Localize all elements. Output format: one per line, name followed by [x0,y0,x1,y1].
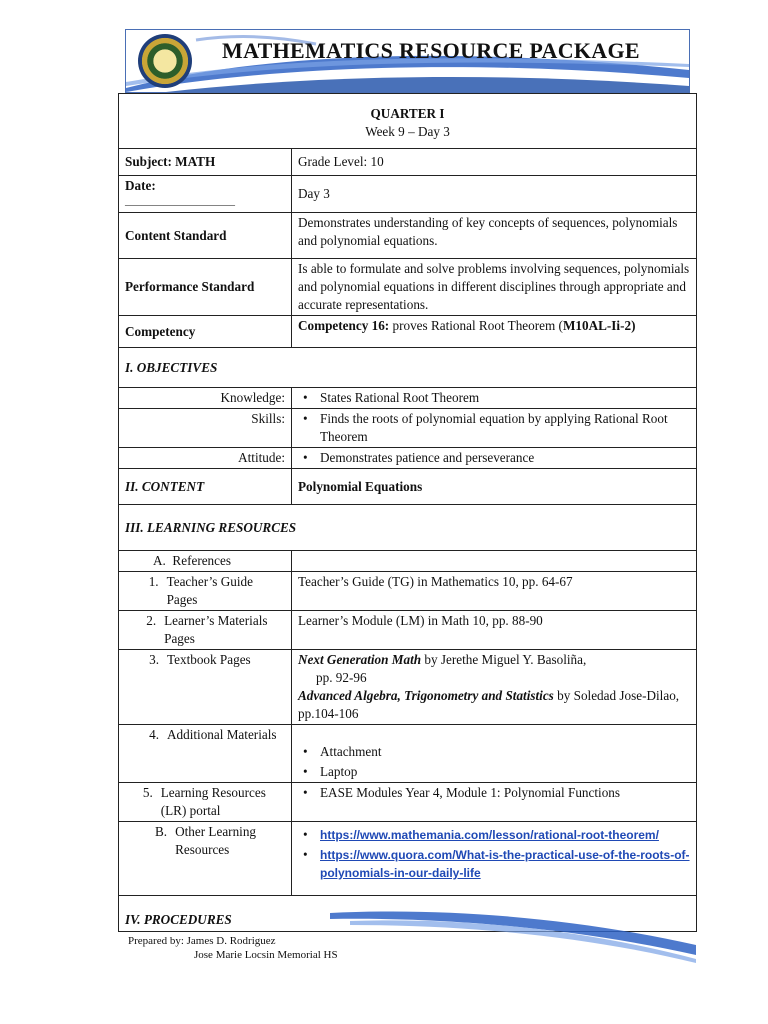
textbook-author-1: by Jerethe Miguel Y. Basoliña, [421,652,587,667]
quarter-title: QUARTER I [370,106,445,121]
knowledge-label: Knowledge: [119,388,292,409]
skills-item: • Finds the roots of polynomial equation by applying Rational Root Theorem [320,410,690,446]
textbook-label: Textbook Pages [167,652,251,667]
other-resources-label: Other Learning Resources [175,824,257,857]
references-label: References [172,553,231,568]
textbook-pages-1: pp. 92-96 [316,670,367,685]
date-label: Date: [125,178,156,193]
other-resources-value-cell [292,822,697,896]
textbook-number: 3. [149,652,159,667]
competency-text: proves Rational Root Theorem ( [389,318,563,333]
footer-swoosh-graphic [330,905,696,965]
prepared-by: Prepared by: James D. Rodriguez [128,935,276,947]
lr-label: Learning Resources (LR) portal [160,785,266,818]
attitude-label: Attitude: [119,448,292,469]
lr-number: 5. [142,785,153,800]
quora-link[interactable]: https://www.quora.com/What-is-the-practical-use-of-the-roots-of-polynomials-in-our-daily-life [320,848,690,880]
lr-portal-label-cell [119,783,292,822]
additional-label: Additional Materials [167,727,277,742]
lm-label: Learner’s Materials Pages [164,613,268,646]
grade-level-cell: Grade Level: 10 [292,149,697,176]
knowledge-item: • States Rational Root Theorem [320,389,690,407]
additional-materials-label-cell [119,725,292,783]
lr-portal-item: • EASE Modules Year 4, Module 1: Polynomial Functions [320,784,690,802]
skills-label: Skills: [119,409,292,448]
additional-item: • Laptop [320,763,690,781]
date-value-cell: Day 3 [292,176,697,213]
quarter-subtitle: Week 9 – Day 3 [365,124,450,139]
attitude-item: • Demonstrates patience and perseverance [320,449,690,467]
deped-seal-icon [138,34,192,88]
header-banner [125,29,690,93]
knowledge-value-cell [292,388,697,409]
procedures-heading: IV. PROCEDURES [119,896,697,932]
performance-standard-value: Is able to formulate and solve problems involving sequences, polynomials and polynomial equations in different disciplines through appropriate and accurate representations. [292,259,697,316]
subject-cell: Subject: MATH [119,149,292,176]
additional-materials-value-cell [292,725,697,783]
performance-standard-label: Performance Standard [119,259,292,316]
textbook-value-cell [292,650,697,725]
tg-pages-value: Teacher’s Guide (TG) in Mathematics 10, pp. 64-67 [292,572,697,611]
textbook-label-cell [119,650,292,725]
content-value: Polynomial Equations [292,469,697,505]
lm-number: 2. [146,613,157,628]
additional-number: 4. [149,727,159,742]
date-blank-line: ____________________ [125,195,235,207]
objectives-heading: I. OBJECTIVES [119,348,697,388]
content-standard-value: Demonstrates understanding of key concepts of sequences, polynomials and polynomial equations. [292,213,697,259]
tg-number: 1. [148,574,159,589]
competency-label: Competency [119,316,292,348]
school-name: Jose Marie Locsin Memorial HS [194,949,338,961]
content-heading: II. CONTENT [119,469,292,505]
other-resources-label-cell [119,822,292,896]
references-letter: A. [153,553,166,568]
competency-value [292,316,697,348]
mathemania-link[interactable]: https://www.mathemania.com/lesson/rational-root-theorem/ [320,828,659,842]
lm-pages-label-cell [119,611,292,650]
skills-value-cell [292,409,697,448]
content-standard-label: Content Standard [119,213,292,259]
date-label-cell [119,176,292,213]
additional-item: • Attachment [320,743,690,761]
page-title: MATHEMATICS RESOURCE PACKAGE [222,38,640,63]
other-resources-letter: B. [155,824,168,839]
learning-resources-heading: III. LEARNING RESOURCES [119,505,697,551]
lesson-plan-table [118,93,697,932]
lr-portal-value-cell [292,783,697,822]
tg-pages-label-cell [119,572,292,611]
textbook-title-2: Advanced Algebra, Trigonometry and Statistics [298,688,554,703]
references-value-cell [292,551,697,572]
competency-code: M10AL-Ii-2) [562,318,636,333]
competency-prefix: Competency 16: [298,318,390,333]
textbook-author-2: by Soledad Jose-Dilao, pp.104-106 [298,688,680,721]
lm-pages-value: Learner’s Module (LM) in Math 10, pp. 88-90 [292,611,697,650]
footer [128,934,338,962]
attitude-value-cell [292,448,697,469]
quarter-header [119,94,697,149]
references-label-cell [119,551,292,572]
tg-label: Teacher’s Guide Pages [166,574,253,607]
textbook-title-1: Next Generation Math [298,652,422,667]
